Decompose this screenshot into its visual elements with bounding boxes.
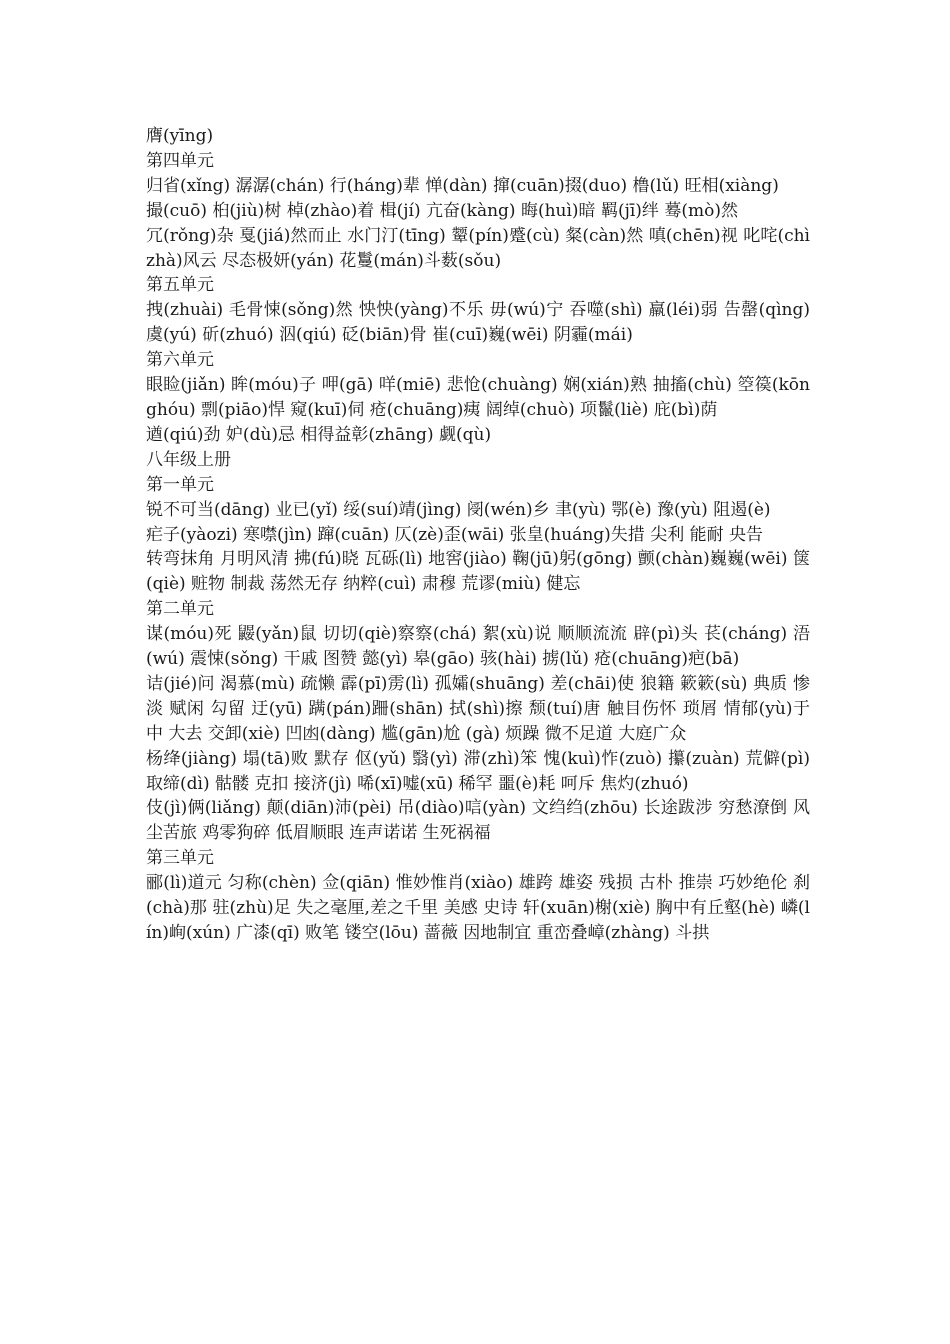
vocab-paragraph: 遒(qiú)劲 妒(dù)忌 相得益彰(zhāng) 觑(qù) bbox=[146, 424, 492, 445]
vocab-paragraph: 郦(lì)道元 匀称(chèn) 佥(qiān) 惟妙惟肖(xiào) 雄跨 雄姿 残损 古朴 推崇 巧妙绝伦 刹(chà)那 驻(zhù)足 失之毫厘,差之千里 美感 史诗 轩(xuān)榭(xiè) 胸中有丘壑(hè) 嶙(lín)峋(xún) 广漆(qī) 败笔 镂空(lōu) 蔷薇 因地制宜 重峦叠嶂(zhàng) 斗拱 bbox=[146, 873, 810, 943]
vocab-paragraph: 冗(rǒng)杂 戛(jiá)然而止 水门汀(tīng) 颦(pín)蹙(cù) 粲(càn)然 嗔(chēn)视 叱咤(chìzhà)风云 尽态极妍(yán) 花鬘(mán)斗薮(sǒu) bbox=[146, 225, 810, 271]
section-heading: 八年级上册 bbox=[146, 449, 231, 470]
section-heading: 第六单元 bbox=[146, 350, 214, 371]
document-page bbox=[146, 124, 810, 946]
vocab-paragraph: 归省(xǐng) 潺潺(chán) 行(háng)辈 惮(dàn) 撺(cuān)掇(duo) 橹(lǔ) 旺相(xiàng) bbox=[146, 175, 779, 196]
section-heading: 第三单元 bbox=[146, 848, 214, 869]
section-heading: 第二单元 bbox=[146, 599, 214, 620]
vocab-paragraph: 锐不可当(dāng) 业已(yǐ) 绥(suí)靖(jìng) 阌(wén)乡 聿(yù) 鄂(è) 豫(yù) 阻遏(è) bbox=[146, 499, 771, 520]
section-heading: 第四单元 bbox=[146, 150, 214, 171]
vocab-paragraph: 杨绛(jiàng) 塌(tā)败 默存 伛(yǔ) 翳(yì) 滞(zhì)笨 愧(kuì)怍(zuò) 攥(zuàn) 荒僻(pì) 取缔(dì) 骷髅 克扣 接济(jì) 唏(xī)嘘(xū) 稀罕 噩(è)耗 呵斥 焦灼(zhuó) bbox=[146, 748, 810, 794]
vocab-paragraph: 转弯抹角 月明风清 拂(fú)晓 瓦砾(lì) 地窖(jiào) 鞠(jū)躬(gōng) 颤(chàn)巍巍(wēi) 箧(qiè) 赃物 制裁 荡然无存 纳粹(cuì) 肃穆 荒谬(miù) 健忘 bbox=[146, 549, 810, 595]
vocab-paragraph: 疟子(yàozi) 寒噤(jìn) 蹿(cuān) 仄(zè)歪(wāi) 张皇(huáng)失措 尖利 能耐 央告 bbox=[146, 524, 763, 545]
vocab-paragraph: 伎(jì)俩(liǎng) 颠(diān)沛(pèi) 吊(diào)唁(yàn) 文绉绉(zhōu) 长途跋涉 穷愁潦倒 风尘苦旅 鸡零狗碎 低眉顺眼 连声诺诺 生死祸福 bbox=[146, 798, 810, 844]
section-heading: 第一单元 bbox=[146, 474, 214, 495]
vocab-paragraph: 眼睑(jiǎn) 眸(móu)子 呷(gā) 咩(miē) 悲怆(chuàng) 娴(xián)熟 抽搐(chù) 箜篌(kōnghóu) 剽(piāo)悍 窥(kuī)伺 疮(chuāng)痍 阔绰(chuò) 项鬣(liè) 庇(bì)荫 bbox=[146, 375, 810, 420]
vocab-paragraph: 诘(jié)问 渴慕(mù) 疏懒 霹(pī)雳(lì) 孤孀(shuāng) 差(chāi)使 狼籍 簌簌(sù) 典质 惨淡 赋闲 勾留 迂(yū) 蹒(pán)跚(shān) 拭(shì)擦 颓(tuí)唐 触目伤怀 琐屑 情郁(yù)于中 大去 交卸(xiè) 凹凼(dàng) 尴(gān)尬 (gà) 烦躁 微不足道 大庭广众 bbox=[146, 673, 810, 744]
section-heading: 第五单元 bbox=[146, 275, 214, 296]
vocab-paragraph: 撮(cuō) 桕(jiù)树 棹(zhào)着 楫(jí) 亢奋(kàng) 晦(huì)暗 羁(jī)绊 蓦(mò)然 bbox=[146, 200, 738, 221]
vocab-paragraph: 谋(móu)死 鼹(yǎn)鼠 切切(qiè)察察(chá) 絮(xù)说 顺顺流流 辟(pì)头 苌(cháng) 浯(wú) 震悚(sǒng) 干戚 图赞 懿(yì) 皋(gāo) 骇(hài) 掳(lǔ) 疮(chuāng)疤(bā) bbox=[146, 624, 810, 670]
vocab-paragraph: 拽(zhuài) 毛骨悚(sǒng)然 怏怏(yàng)不乐 毋(wú)宁 吞噬(shì) 羸(léi)弱 告罄(qìng) 虞(yú) 斫(zhuó) 泅(qiú) 砭(biān)骨 崔(cuī)巍(wēi) 阴霾(mái) bbox=[146, 300, 810, 346]
vocab-paragraph: 膺(yīng) bbox=[146, 126, 214, 146]
